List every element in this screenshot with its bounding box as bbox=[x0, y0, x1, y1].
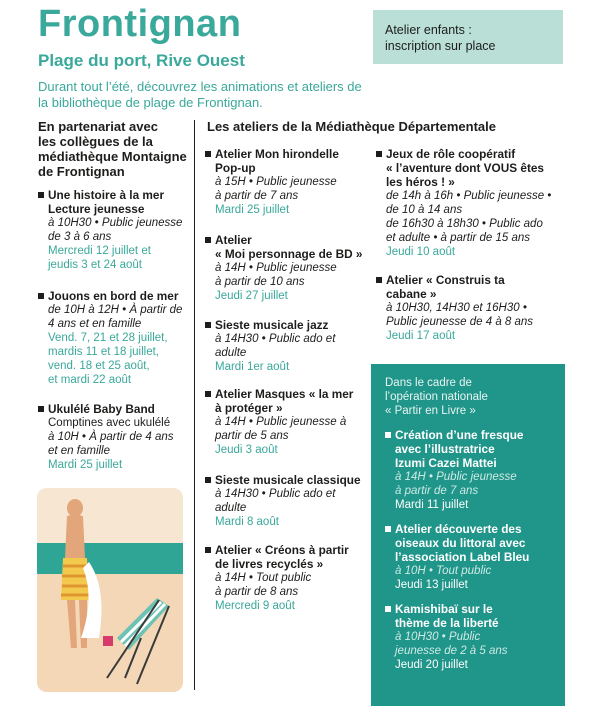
panel-intro-line: Dans le cadre de bbox=[385, 377, 472, 389]
event-item bbox=[205, 233, 370, 303]
intro-line: la bibliothèque de plage de Frontignan. bbox=[38, 95, 263, 110]
beach-scene-icon bbox=[37, 488, 183, 692]
event-item bbox=[205, 473, 370, 529]
event-dates: Mardi 1er août bbox=[215, 361, 290, 373]
event-title: Création d’une fresque avec l’illustratrice Izumi Cazei Mattei bbox=[385, 428, 551, 470]
column-divider bbox=[194, 120, 195, 690]
middle-column-heading: Les ateliers de la Médiathèque Départementale bbox=[207, 119, 496, 134]
panel-intro bbox=[385, 376, 551, 418]
heading-line: les collègues de la bbox=[38, 134, 153, 149]
badge-line: Atelier enfants : bbox=[385, 23, 472, 37]
event-dates: Jeudi 17 août bbox=[386, 330, 456, 342]
event-details: à 10H • À partir de 4 ans et en famille bbox=[48, 431, 174, 457]
badge-line: inscription sur place bbox=[385, 39, 496, 53]
event-item bbox=[376, 147, 571, 259]
page-subtitle: Plage du port, Rive Ouest bbox=[38, 51, 245, 70]
event-title: Kamishibaï sur le thème de la liberté bbox=[385, 602, 551, 630]
heading-line: En partenariat avec bbox=[38, 119, 158, 134]
event-title: Atelier « Créons à partir de livres recyclés » bbox=[205, 543, 370, 571]
event-item bbox=[38, 289, 193, 387]
event-details: à 14H30 • Public ado et adulte bbox=[215, 488, 336, 514]
heading-line: de Frontignan bbox=[38, 164, 125, 179]
event-dates: Mardi 25 juillet bbox=[215, 204, 290, 216]
event-details: à 14H • Public jeunesse à partir de 10 ans bbox=[215, 262, 337, 288]
event-details: à 14H30 • Public ado et adulte bbox=[215, 333, 336, 359]
intro-text bbox=[38, 79, 398, 111]
panel-event-item bbox=[385, 602, 551, 672]
event-title: Une histoire à la mer Lecture jeunesse bbox=[38, 188, 193, 216]
event-title: Atelier « Moi personnage de BD » bbox=[205, 233, 370, 261]
event-details: à 14H • Tout public à partir de 8 ans bbox=[215, 572, 312, 598]
partir-en-livre-panel bbox=[371, 364, 565, 706]
event-title: Atelier Mon hirondelle Pop-up bbox=[205, 147, 370, 175]
event-details: à 15H • Public jeunesse à partir de 7 ans bbox=[215, 176, 337, 202]
event-dates: Mercredi 12 juillet et jeudis 3 et 24 août bbox=[48, 245, 151, 271]
page-title: Frontignan bbox=[38, 3, 242, 45]
beach-illustration bbox=[37, 488, 183, 692]
panel-event-item bbox=[385, 428, 551, 512]
event-title: Atelier « Construis ta cabane » bbox=[376, 273, 571, 301]
panel-intro-line: l’opération nationale bbox=[385, 391, 488, 403]
event-details: à 10H30 • Public jeunesse de 3 à 6 ans bbox=[48, 217, 183, 243]
heading-line: médiathèque Montaigne bbox=[38, 149, 187, 164]
event-item bbox=[38, 402, 193, 472]
panel-intro-line: « Partir en Livre » bbox=[385, 405, 476, 417]
intro-line: Durant tout l’été, découvrez les animations et ateliers de bbox=[38, 79, 362, 94]
event-dates: Mardi 8 août bbox=[215, 516, 279, 528]
event-title: Jouons en bord de mer bbox=[38, 289, 193, 303]
event-dates: Mardi 25 juillet bbox=[48, 459, 123, 471]
info-badge bbox=[373, 10, 563, 64]
event-dates: Mercredi 9 août bbox=[215, 600, 295, 612]
event-dates: Mardi 11 juillet bbox=[395, 499, 469, 511]
event-dates: Jeudi 20 juillet bbox=[395, 659, 468, 671]
event-item bbox=[205, 147, 370, 217]
event-title: Atelier Masques « la mer à protéger » bbox=[205, 387, 370, 415]
event-details: à 10H30 • Public jeunesse de 2 à 5 ans bbox=[395, 631, 508, 657]
event-dates: Jeudi 27 juillet bbox=[215, 290, 288, 302]
event-title: Ukulélé Baby Band bbox=[38, 402, 193, 416]
event-title: Sieste musicale classique bbox=[205, 473, 370, 487]
event-dates: Jeudi 10 août bbox=[386, 246, 456, 258]
event-item bbox=[205, 387, 370, 457]
event-dates: Jeudi 13 juillet bbox=[395, 579, 468, 591]
event-details: à 10H • Tout public bbox=[395, 565, 492, 577]
event-details: à 14H • Public jeunesse à partir de 5 ans bbox=[215, 416, 347, 442]
event-dates: Vend. 7, 21 et 28 juillet, mardis 11 et 18 juillet, vend. 18 et 25 août, et mardi 22 août bbox=[48, 332, 168, 386]
event-item bbox=[205, 543, 370, 613]
event-details: de 10H à 12H • À partir de 4 ans et en famille bbox=[48, 304, 183, 330]
event-subtitle: Comptines avec ukulélé bbox=[48, 417, 171, 429]
event-details: de 14h à 16h • Public jeunesse • de 10 à 14 ans de 16h30 à 18h30 • Public ado et adulte • à partir de 15 ans bbox=[386, 190, 552, 244]
panel-event-item bbox=[385, 522, 551, 592]
event-item bbox=[376, 273, 571, 343]
event-dates: Jeudi 3 août bbox=[215, 444, 278, 456]
event-details: à 14H • Public jeunesse à partir de 7 ans bbox=[395, 471, 517, 497]
left-column-heading bbox=[38, 119, 188, 179]
event-details: à 10H30, 14H30 et 16H30 • Public jeunesse de 4 à 8 ans bbox=[386, 302, 534, 328]
event-item bbox=[205, 318, 370, 374]
event-title: Jeux de rôle coopératif « l’aventure dont VOUS êtes les héros ! » bbox=[376, 147, 571, 189]
event-title: Atelier découverte des oiseaux du littoral avec l’association Label Bleu bbox=[385, 522, 551, 564]
event-item bbox=[38, 188, 193, 272]
event-title: Sieste musicale jazz bbox=[205, 318, 370, 332]
